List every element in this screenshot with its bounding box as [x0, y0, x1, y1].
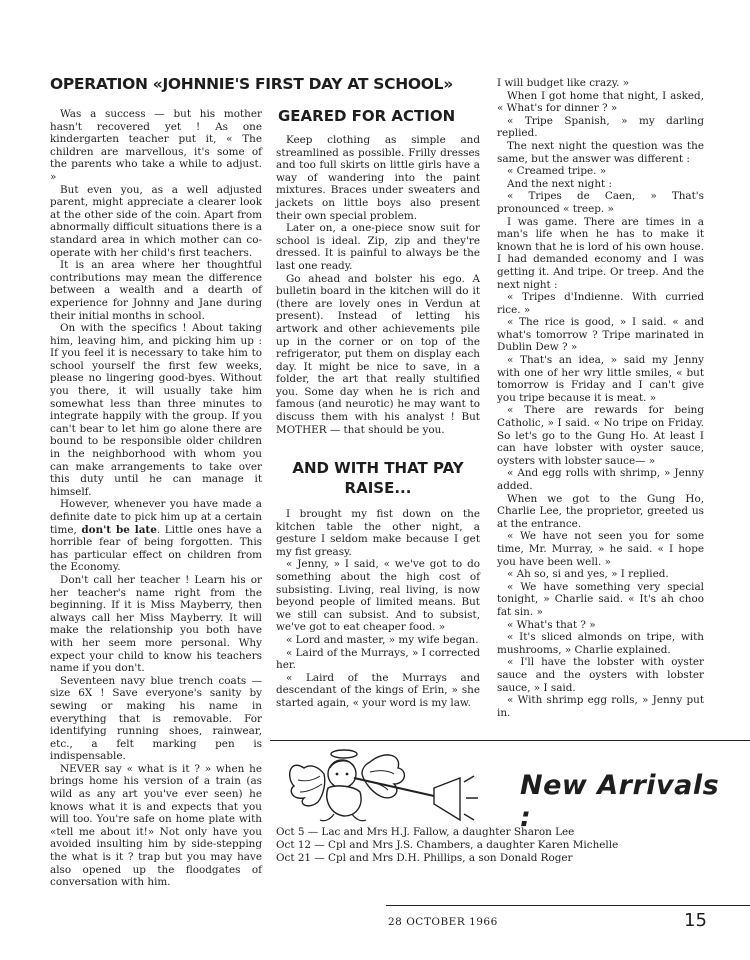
paragraph: « What's that ? » [507, 618, 596, 631]
footer-date: 28 OCTOBER 1966 [388, 916, 498, 928]
paragraph: When I got home that night, I asked, « What's for dinner ? » [497, 89, 704, 115]
paragraph: « That's an idea, » said my Jenny with one of her wry little smiles, « but tomorrow is Friday and I can't give you tripe because it is meat. » [497, 354, 704, 404]
text-span: However, whenever you have made a definite date to pick him up at a certain time, [50, 498, 262, 536]
paragraph: Go ahead and bolster his ego. A bulletin board in the kitchen will do it (there are lovely ones in Verdun at present). Instead of letting his artwork and other achievements pile up in the corner or on top of the refrigerator, put them on display each day. It might be nice to save, in a folder, the art that really stultified you. Some day when he is rich and famous (and neurotic) he may want to discuss them with his analyst ! But MOTHER — that should be you. [276, 272, 480, 436]
subhead-geared-for-action: GEARED FOR ACTION [278, 107, 456, 125]
paragraph: « The rice is good, » I said. « and what's tomorrow ? Tripe marinated in Dublin Dew ? » [497, 316, 704, 354]
page-number: 15 [684, 910, 707, 931]
paragraph: Was a success — but his mother hasn't recovered yet ! As one kindergarten teacher put it, « The children are marvellous, it's some of the parents who take a while to adjust. » [50, 108, 262, 183]
paragraph: I will budget like crazy. » [497, 77, 630, 89]
paragraph: « I'll have the lobster with oyster sauce and the oysters with lobster sauce, » I said. [497, 656, 704, 694]
paragraph: « Jenny, » I said, « we've got to do something about the high cost of subsisting. Living, real living, is now beyond people of limited means. But we still can subsist. And to subsist, we've got to eat cheaper food. » [276, 558, 480, 634]
cherub-with-trumpet-icon [284, 748, 480, 828]
paragraph: « And egg rolls with shrimp, » Jenny added. [497, 467, 704, 492]
list-item: Oct 5 — Lac and Mrs H.J. Fallow, a daughter Sharon Lee [276, 826, 575, 838]
bold-phrase: don't be late [81, 523, 157, 536]
paragraph: But even you, as a well adjusted parent, might appreciate a clearer look at the other side of the coin. Apart from abnormally difficult situations there is a standard area in which mother can co-operate with her child's first teachers. [50, 183, 262, 259]
new-arrivals-list [276, 826, 716, 864]
paragraph: The next night the question was the same, but the answer was different : [497, 139, 704, 165]
paragraph: Don't call her teacher ! Learn his or her teacher's name right from the beginning. If it is Miss Mayberry, then always call her Miss Mayberry. It will make the relationship you both have with her seem more personal. Why expect your child to know his teachers name if you don't. [50, 573, 262, 675]
paragraph: « There are rewards for being Catholic, » I said. « No tripe on Friday. So let's go to the Gung Ho. At least I can have lobster with oyster sauce, oysters with lobster sauce— » [497, 404, 704, 467]
paragraph: It is an area where her thoughtful contributions may mean the difference between a wealth and a dearth of experience for Johnny and Jane during their initial months in school. [50, 259, 262, 322]
paragraph: « Tripes de Caen, » That's pronounced « treep. » [497, 190, 704, 215]
new-arrivals-title: New Arrivals : [520, 770, 720, 833]
text-span: . Little ones have a horrible fear of being forgotten. This has particular effect on children from the Economy. [50, 523, 262, 574]
list-item: Oct 21 — Cpl and Mrs D.H. Phillips, a son Donald Roger [276, 851, 573, 864]
paragraph: « We have not seen you for some time, Mr. Murray, » he said. « I hope you have been well. » [497, 530, 704, 568]
paragraph: Seventeen navy blue trench coats — size 6X ! Save everyone's sanity by sewing or making his name in everything that is removable. For identifying running shoes, rainwear, etc., a felt marking pen is indispensable. [50, 674, 262, 763]
paragraph: « Laird of the Murrays and descendant of the kings of Erin, » she started again, « your word is my law. [276, 671, 480, 709]
paragraph: When we got to the Gung Ho, Charlie Lee, the proprietor, greeted us at the entrance. [497, 492, 704, 530]
article-column-1 [50, 108, 262, 889]
paragraph: « With shrimp egg rolls, » Jenny put in. [497, 694, 704, 719]
article-column-2 [276, 134, 480, 436]
paragraph: « It's sliced almonds on tripe, with mushrooms, » Charlie explained. [497, 631, 704, 656]
paragraph: NEVER say « what is it ? » when he brings home his version of a train (as wild as any art you've ever seen) he knows what it is and expects that you will too. You're safe on home plate with «tell me about it!» Not only have you avoided insulting him by side-stepping the what is it ? trap but you may have also opened up the floodgates of conversation with him. [50, 762, 262, 889]
paragraph: Keep clothing as simple and streamlined as possible. Frilly dresses and too full skirts on little girls have a way of wandering into the paint mixtures. Braces under sweaters and jackets on little boys also present their own special problem. [276, 134, 480, 222]
footer-rule [386, 905, 750, 906]
paragraph: On with the specifics ! About taking him, leaving him, and picking him up : If you feel it is necessary to take him to school yourself the first few weeks, please no lingering good-byes. Without you there, it will usually take him somewhat less than three minutes to integrate happily with the group. If you can't bear to let him go alone there are bound to be responsible older children in the neighborhood with whom you can make arrangements to take over this duty until he can manage it himself. [50, 322, 262, 498]
article-column-3 [497, 77, 704, 719]
paragraph: « Tripe Spanish, » my darling replied. [497, 114, 704, 140]
paragraph: « Creamed tripe. » [507, 165, 607, 178]
paragraph: I was game. There are times in a man's life when he has to make it known that he is lord of his own house. I had demanded economy and I was getting it. And tripe. Or treep. And the next night : [497, 215, 704, 291]
subhead-pay-raise: AND WITH THAT PAY RAISE... [292, 459, 464, 497]
paragraph: « Lord and master, » my wife began. [286, 633, 479, 646]
paragraph: Later on, a one-piece snow suit for school is ideal. Zip, zip and they're dressed. It is painful to always be the last one ready. [276, 222, 480, 272]
paragraph: I brought my fist down on the kitchen table the other night, a gesture I seldom make because I get my fist greasy. [276, 508, 480, 558]
main-headline: OPERATION «JOHNNIE'S FIRST DAY AT SCHOOL» [50, 75, 453, 93]
paragraph: « Tripes d'Indienne. With curried rice. » [497, 291, 704, 316]
paragraph: « Laird of the Murrays, » I corrected her. [276, 646, 481, 672]
paragraph: And the next night : [507, 177, 612, 190]
list-item: Oct 12 — Cpl and Mrs J.S. Chambers, a daughter Karen Michelle [276, 838, 619, 851]
paragraph [50, 498, 262, 574]
paragraph: « Ah so, si and yes, » I replied. [507, 568, 669, 581]
article-column-2-lower [276, 508, 480, 710]
paragraph: « We have something very special tonight, » Charlie said. « It's ah choo fat sin. » [497, 580, 704, 618]
